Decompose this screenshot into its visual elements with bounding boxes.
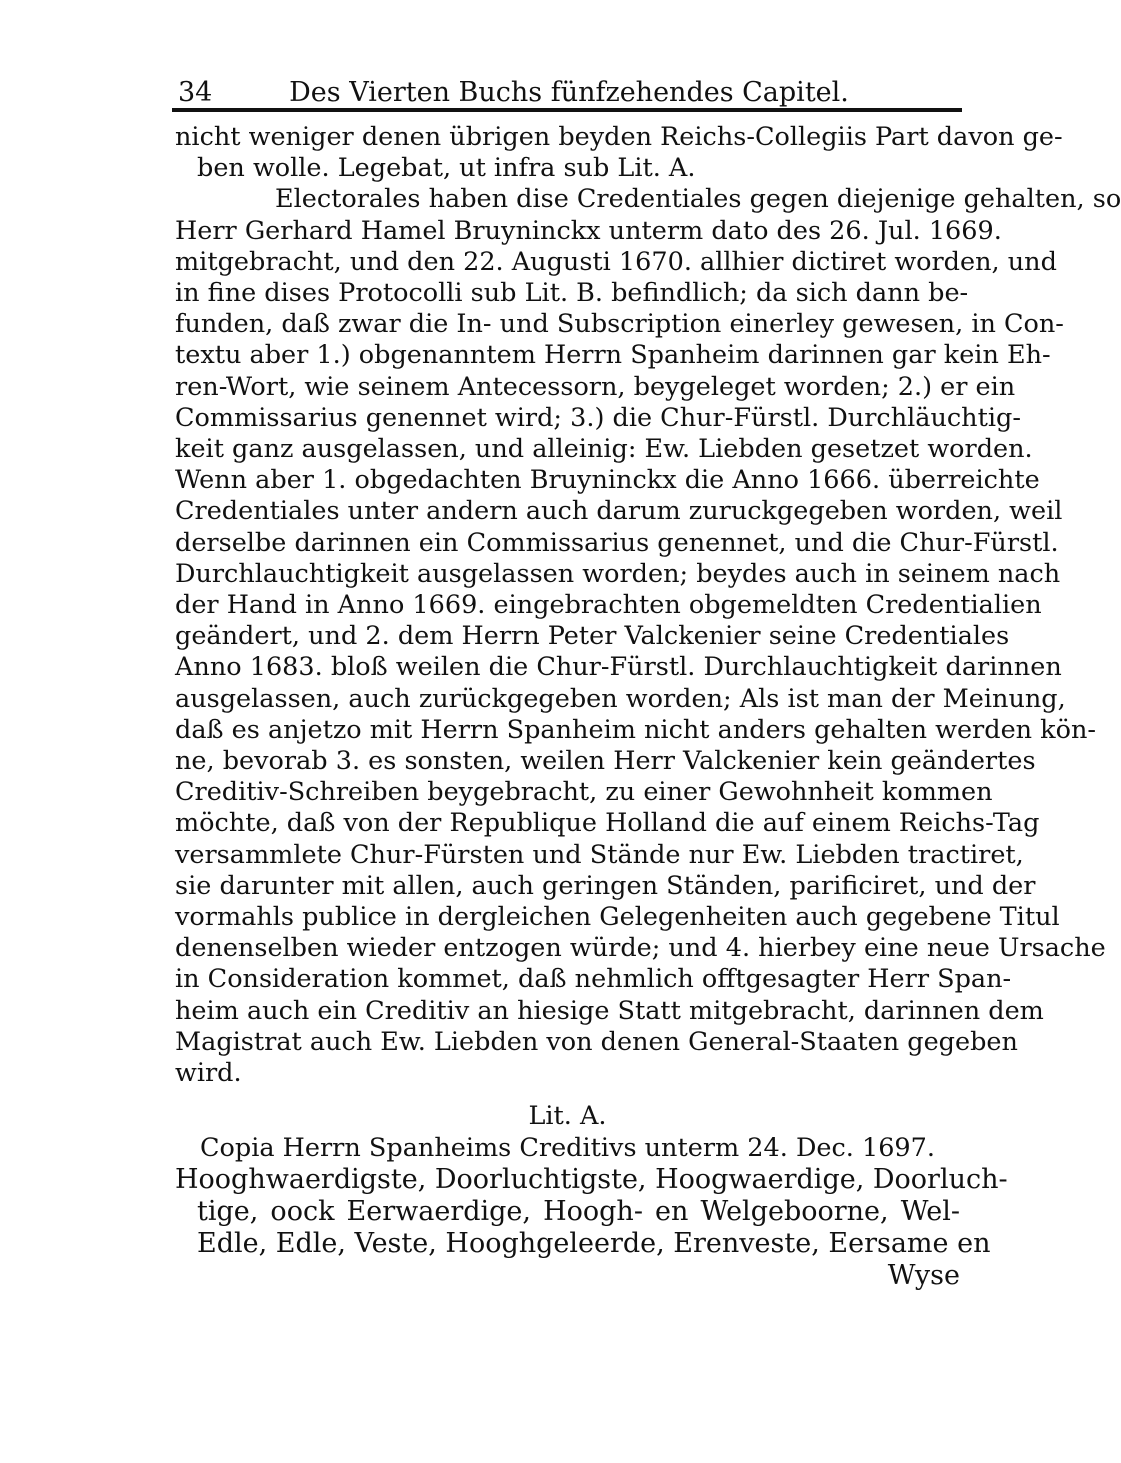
text-line: Durchlauchtigkeit ausgelassen worden; beydes auch in seinem nach xyxy=(175,558,1061,589)
text-line: möchte, daß von der Republique Holland die auf einem Reichs-Tag xyxy=(175,808,1040,839)
text-line: funden, daß zwar die In- und Subscription einerley gewesen, in Con- xyxy=(175,309,1064,340)
section-heading: Lit. A. xyxy=(528,1101,607,1132)
text-line: Commissarius genennet wird; 3.) die Chur-Fürstl. Durchläuchtig- xyxy=(175,402,1021,433)
text-line: Herr Gerhard Hamel Bruyninckx unterm dato des 26. Jul. 1669. xyxy=(175,215,1002,246)
header-rule xyxy=(172,108,962,112)
body-text xyxy=(175,122,1121,1292)
text-line: denenselben wieder entzogen würde; und 4. hierbey eine neue Ursache xyxy=(175,933,1106,964)
text-line: Electorales haben dise Credentiales gegen diejenige gehalten, so xyxy=(275,184,1121,215)
text-line: Wenn aber 1. obgedachten Bruyninckx die Anno 1666. überreichte xyxy=(175,465,1040,496)
text-line: Anno 1683. bloß weilen die Chur-Fürstl. Durchlauchtigkeit darinnen xyxy=(175,652,1062,683)
text-line: daß es anjetzo mit Herrn Spanheim nicht anders gehalten werden kön- xyxy=(175,714,1097,745)
letter-line: tige, oock Eerwaerdige, Hoogh- en Welgeboorne, Wel- xyxy=(197,1195,960,1227)
text-line: Credentiales unter andern auch darum zuruckgegeben worden, weil xyxy=(175,496,1063,527)
text-line: textu aber 1.) obgenanntem Herrn Spanheim darinnen gar kein Eh- xyxy=(175,340,1051,371)
catchword: Wyse xyxy=(887,1259,960,1291)
text-line: mitgebracht, und den 22. Augusti 1670. allhier dictiret worden, und xyxy=(175,246,1057,277)
text-line: ausgelassen, auch zurückgegeben worden; Als ist man der Meinung, xyxy=(175,683,1066,714)
text-line: vormahls publice in dergleichen Gelegenheiten auch gegebene Titul xyxy=(175,902,1060,933)
text-line: nicht weniger denen übrigen beyden Reichs-Collegiis Part davon ge- xyxy=(175,122,1063,152)
text-line: Creditiv-Schreiben beygebracht, zu einer Gewohnheit kommen xyxy=(175,777,993,808)
text-line: in fine dises Protocolli sub Lit. B. befindlich; da sich dann be- xyxy=(175,278,969,309)
text-line: geändert, und 2. dem Herrn Peter Valckenier seine Credentiales xyxy=(175,621,1010,652)
text-line: in Consideration kommet, daß nehmlich offtgesagter Herr Span- xyxy=(175,964,1012,995)
text-line: der Hand in Anno 1669. eingebrachten obgemeldten Credentialien xyxy=(175,590,1042,621)
page-number: 34 xyxy=(178,77,213,108)
letter-line: Edle, Edle, Veste, Hooghgeleerde, Erenveste, Eersame en xyxy=(197,1227,991,1259)
text-line: Magistrat auch Ew. Liebden von denen General-Staaten gegeben xyxy=(175,1026,1018,1057)
text-line: heim auch ein Creditiv an hiesige Statt mitgebracht, darinnen dem xyxy=(175,995,1044,1026)
copia-line: Copia Herrn Spanheims Creditivs unterm 24. Dec. 1697. xyxy=(200,1132,935,1163)
text-line: ren-Wort, wie seinem Antecessorn, beygeleget worden; 2.) er ein xyxy=(175,371,1016,402)
text-line: ne, bevorab 3. es sonsten, weilen Herr Valckenier kein geändertes xyxy=(175,746,1036,777)
text-line: versammlete Chur-Fürsten und Stände nur Ew. Liebden tractiret, xyxy=(175,839,1024,870)
text-line: keit ganz ausgelassen, und alleinig: Ew. Liebden gesetzet worden. xyxy=(175,434,1033,465)
page-header xyxy=(178,68,960,108)
text-line: sie darunter mit allen, auch geringen Ständen, parificiret, und der xyxy=(175,870,1036,901)
text-line: wird. xyxy=(175,1058,242,1089)
letter-line: Hooghwaerdigste, Doorluchtigste, Hoogwaerdige, Doorluch- xyxy=(175,1163,1008,1195)
text-line: ben wolle. Legebat, ut infra sub Lit. A. xyxy=(197,153,696,184)
text-line: derselbe darinnen ein Commissarius genennet, und die Chur-Fürstl. xyxy=(175,527,1059,558)
running-head: Des Vierten Buchs fünfzehendes Capitel. xyxy=(289,77,849,108)
